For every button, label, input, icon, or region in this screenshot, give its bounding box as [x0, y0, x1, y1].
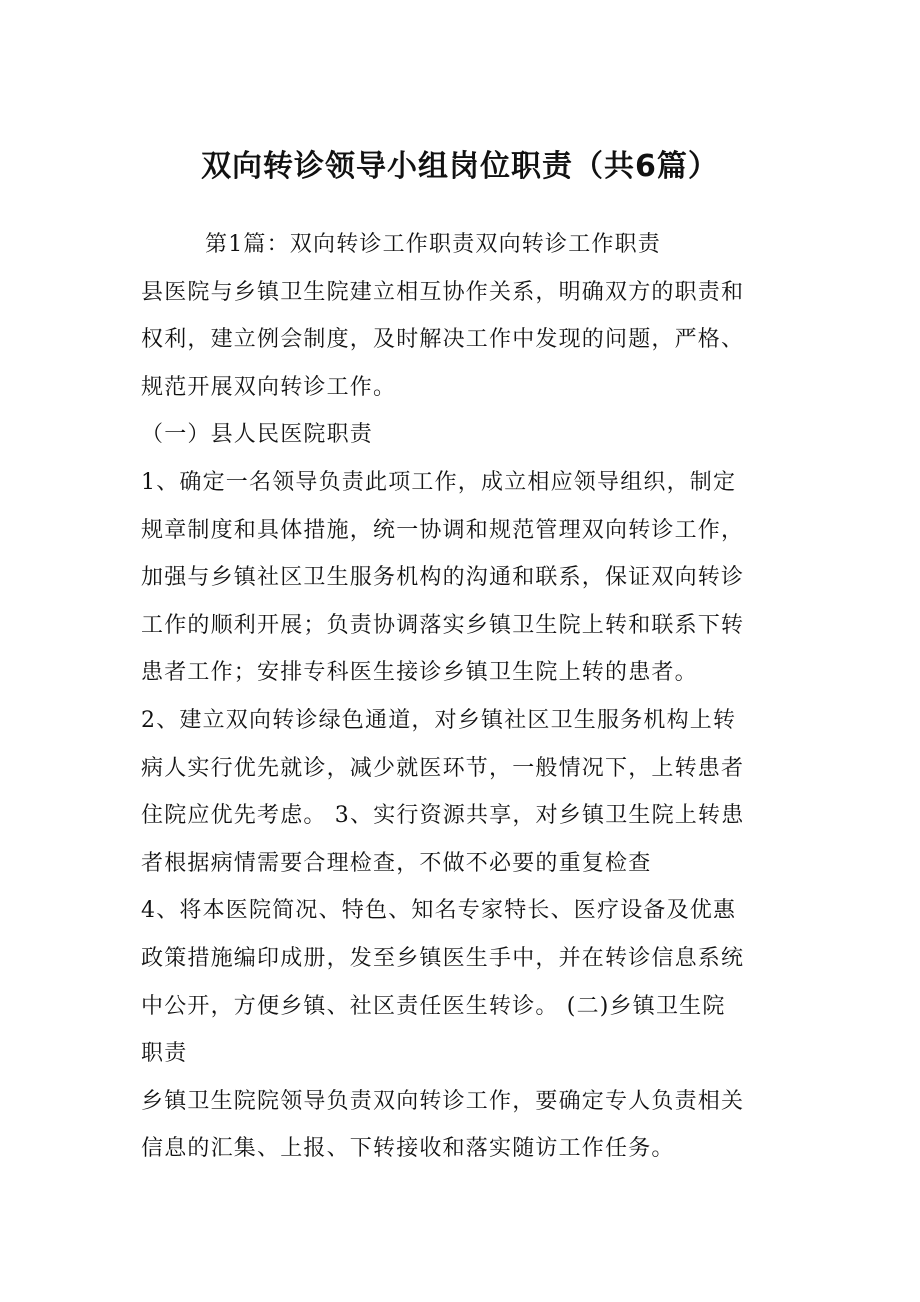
paragraph-line: 病人实行优先就诊，减少就医环节，一般情况下，上转患者 — [141, 755, 745, 781]
document-title: 双向转诊领导小组岗位职责（共6篇） — [201, 149, 719, 184]
paragraph-line: 规范开展双向转诊工作。 — [141, 374, 397, 400]
paragraph-line: 4、将本医院简况、特色、知名专家特长、医疗设备及优惠 — [141, 898, 737, 924]
paragraph-line: 政策措施编印成册，发至乡镇医生手中，并在转诊信息系统 — [141, 945, 745, 971]
paragraph-line: 住院应优先考虑。 3、实行资源共享，对乡镇卫生院上转患 — [141, 803, 745, 829]
paragraph-line: 1、确定一名领导负责此项工作，成立相应领导组织，制定 — [141, 469, 737, 495]
paragraph-line: 2、建立双向转诊绿色通道，对乡镇社区卫生服务机构上转 — [141, 707, 737, 733]
paragraph-line: 规章制度和具体措施，统一协调和规范管理双向转诊工作， — [141, 517, 745, 543]
paragraph-line: 职责 — [141, 1041, 188, 1067]
paragraph-line: 信息的汇集、上报、下转接收和落实随访工作任务。 — [141, 1136, 675, 1162]
document-body — [141, 221, 791, 1173]
paragraph-line: 者根据病情需要合理检查，不做不必要的重复检查 — [141, 850, 652, 876]
paragraph-line: 中公开，方便乡镇、社区责任医生转诊。 (二)乡镇卫生院 — [141, 993, 726, 1019]
section-heading: 第1篇：双向转诊工作职责双向转诊工作职责 — [205, 232, 661, 257]
paragraph-line: 县医院与乡镇卫生院建立相互协作关系，明确双方的职责和 — [141, 279, 745, 305]
subsection-heading: （一）县人民医院职责 — [141, 422, 374, 448]
paragraph-line: 工作的顺利开展；负责协调落实乡镇卫生院上转和联系下转 — [141, 612, 745, 638]
paragraph-line: 乡镇卫生院院领导负责双向转诊工作，要确定专人负责相关 — [141, 1088, 745, 1114]
paragraph-line: 权利，建立例会制度，及时解决工作中发现的问题，严格、 — [141, 327, 745, 353]
paragraph-line: 患者工作；安排专科医生接诊乡镇卫生院上转的患者。 — [141, 660, 698, 686]
paragraph-line: 加强与乡镇社区卫生服务机构的沟通和联系，保证双向转诊 — [141, 565, 745, 591]
